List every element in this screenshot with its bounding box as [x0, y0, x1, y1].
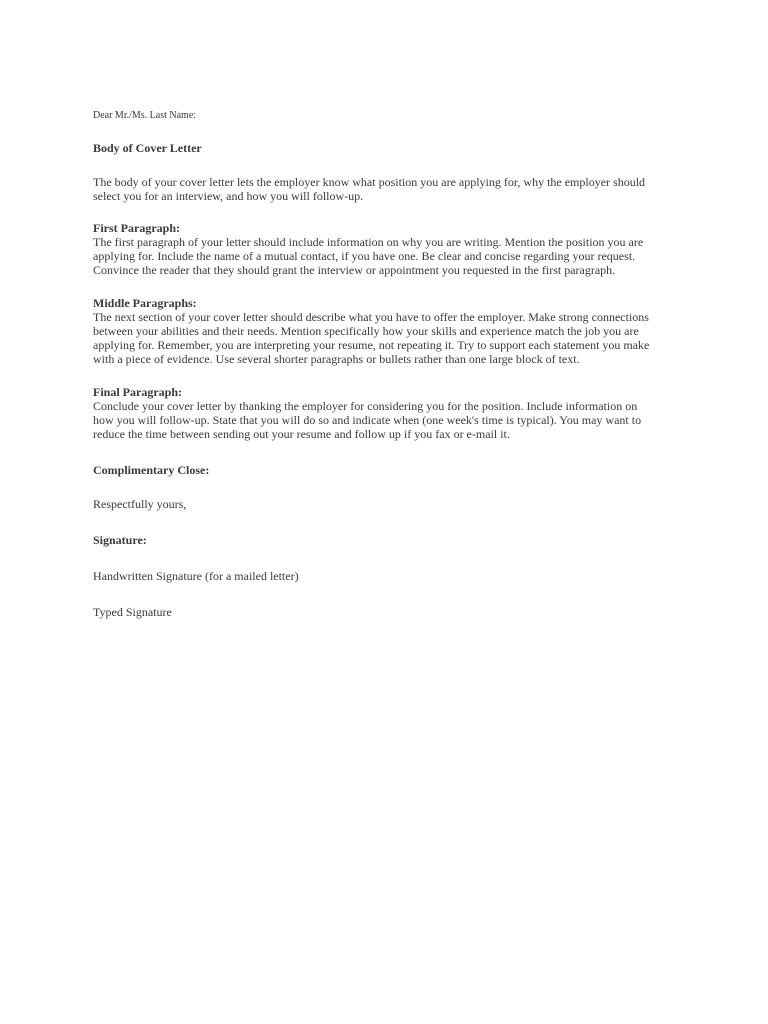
final-paragraph-heading: Final Paragraph:: [93, 385, 182, 399]
salutation: Dear Mr./Ms. Last Name:: [93, 110, 197, 121]
final-paragraph-section: [93, 385, 653, 441]
complimentary-close-heading: Complimentary Close:: [93, 463, 210, 477]
complimentary-close-text: Respectfully yours,: [93, 497, 187, 511]
middle-paragraphs-text: The next section of your cover letter should describe what you have to offer the employer. Make strong connections between your abilities and their needs. Mention specifically how your skills and experience match the job you are applying for. Remember, you are interpreting your resume, not repeating it. Try to support each statement you make with a piece of evidence. Use several shorter paragraphs or bullets rather than one large block of text.: [93, 310, 650, 366]
middle-paragraphs-section: [93, 296, 653, 366]
first-paragraph-section: [93, 221, 653, 277]
handwritten-signature-text: Handwritten Signature (for a mailed letter): [93, 569, 299, 583]
signature-heading: Signature:: [93, 533, 147, 547]
intro-paragraph: The body of your cover letter lets the employer know what position you are applying for, why the employer should select you for an interview, and how you will follow-up.: [93, 175, 646, 203]
typed-signature-text: Typed Signature: [93, 605, 172, 619]
body-heading: Body of Cover Letter: [93, 141, 202, 155]
cover-letter: [93, 110, 653, 619]
first-paragraph-heading: First Paragraph:: [93, 221, 180, 235]
final-paragraph-text: Conclude your cover letter by thanking the employer for considering you for the position. Include information on how you will follow-up. State that you will do so and indicate when (one week's time is typical). You may want to reduce the time between sending out your resume and follow up if you fax or e-mail it.: [93, 399, 642, 441]
middle-paragraphs-heading: Middle Paragraphs:: [93, 296, 197, 310]
first-paragraph-text: The first paragraph of your letter should include information on why you are writing. Mention the position you are applying for. Include the name of a mutual contact, if you have one. Be clear and concise regarding your request. Convince the reader that they should grant the interview or appointment you requested in the first paragraph.: [93, 235, 644, 277]
